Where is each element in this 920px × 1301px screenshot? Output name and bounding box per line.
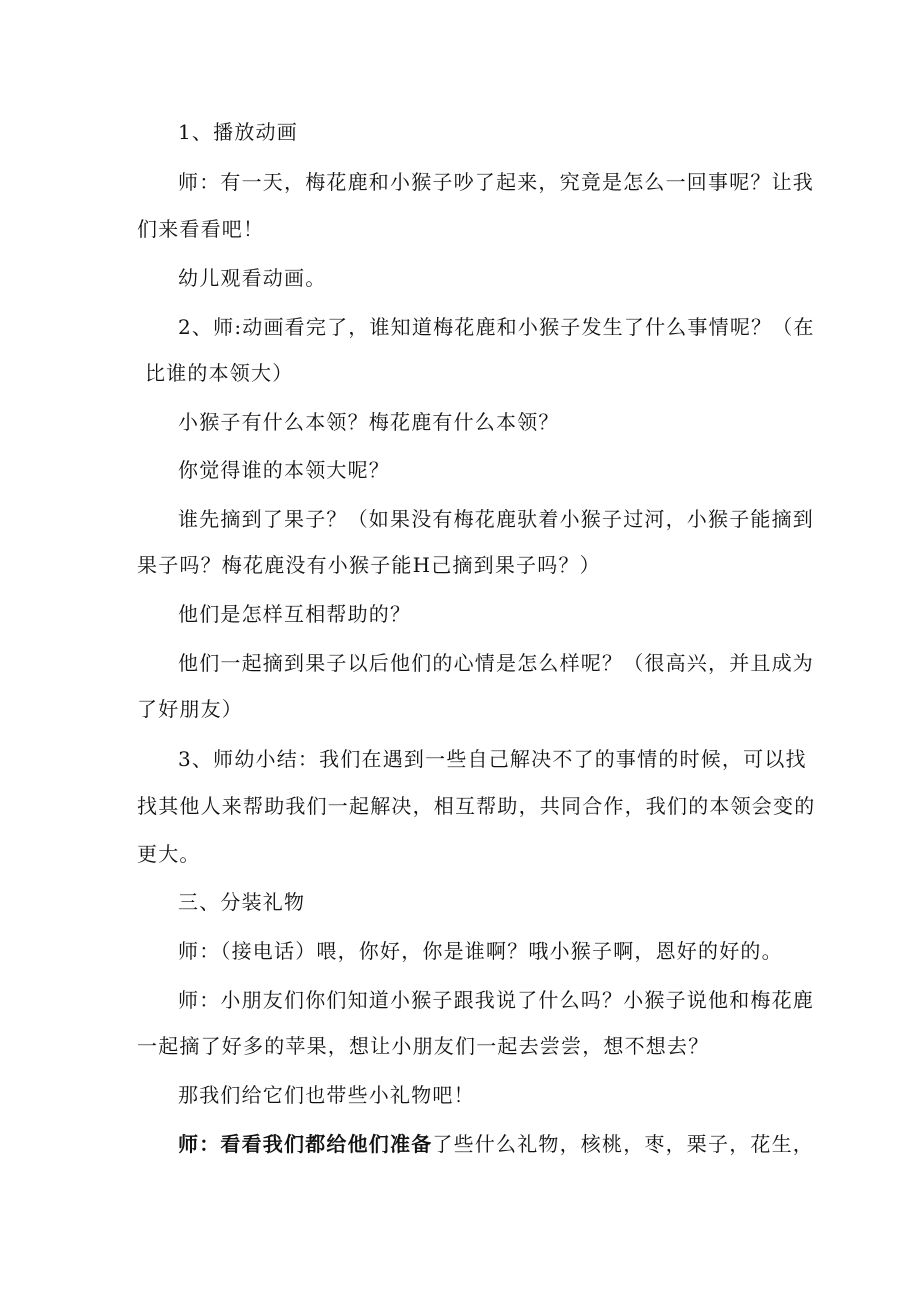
paragraph-line: 果子吗？梅花鹿没有小猴子能H己摘到果子吗？） (137, 553, 601, 577)
paragraph-line: 师：（接电话）喂，你好，你是谁啊？哦小猴子啊，恩好的好的。 (178, 939, 783, 963)
paragraph-line: 他们是怎样互相帮助的？ (178, 602, 412, 626)
paragraph-line: 了好朋友） (137, 697, 243, 721)
paragraph-line: 1、播放动画 (178, 120, 298, 144)
paragraph-line: 们来看看吧！ (137, 217, 265, 241)
section-heading: 三、分装礼物 (178, 890, 306, 914)
paragraph-line: 谁先摘到了果子？（如果没有梅花鹿驮着小猴子过河，小猴子能摘到 (178, 507, 814, 531)
paragraph-text: 了些什么礼物，核桃，枣，栗子，花生， (432, 1132, 815, 1156)
paragraph-line: 2、师:动画看完了，谁知道梅花鹿和小猴子发生了什么事情呢？（在 (178, 315, 815, 339)
paragraph-line: 师：小朋友们你们知道小猴子跟我说了什么吗？小猴子说他和梅花鹿 (178, 988, 814, 1012)
paragraph-line: 比谁的本领大） (145, 361, 294, 385)
paragraph-line: 一起摘了好多的苹果，想让小朋友们一起去尝尝，想不想去？ (137, 1034, 710, 1058)
paragraph-line: 小猴子有什么本领？梅花鹿有什么本领？ (178, 410, 560, 434)
paragraph-line: 幼儿观看动画。 (178, 266, 327, 290)
paragraph-line: 你觉得谁的本领大呢？ (178, 458, 390, 482)
paragraph-line: 他们一起摘到果子以后他们的心情是怎么样呢？（很高兴，并且成为 (178, 651, 814, 675)
paragraph-line: 找其他人来帮助我们一起解决，相互帮助，共同合作，我们的本领会变的 (137, 794, 816, 818)
bold-lead-text: 师：看看我们都给他们准备 (178, 1132, 433, 1156)
paragraph-line: 那我们给它们也带些小礼物吧！ (178, 1083, 475, 1107)
paragraph-line: 师：有一天，梅花鹿和小猴子吵了起来，究竟是怎么一回事呢？让我 (178, 170, 814, 194)
paragraph-line: 3、师幼小结：我们在遇到一些自己解决不了的事情的时候，可以找 (178, 747, 807, 771)
paragraph-line (178, 1130, 814, 1158)
paragraph-line: 更大。 (137, 842, 201, 866)
